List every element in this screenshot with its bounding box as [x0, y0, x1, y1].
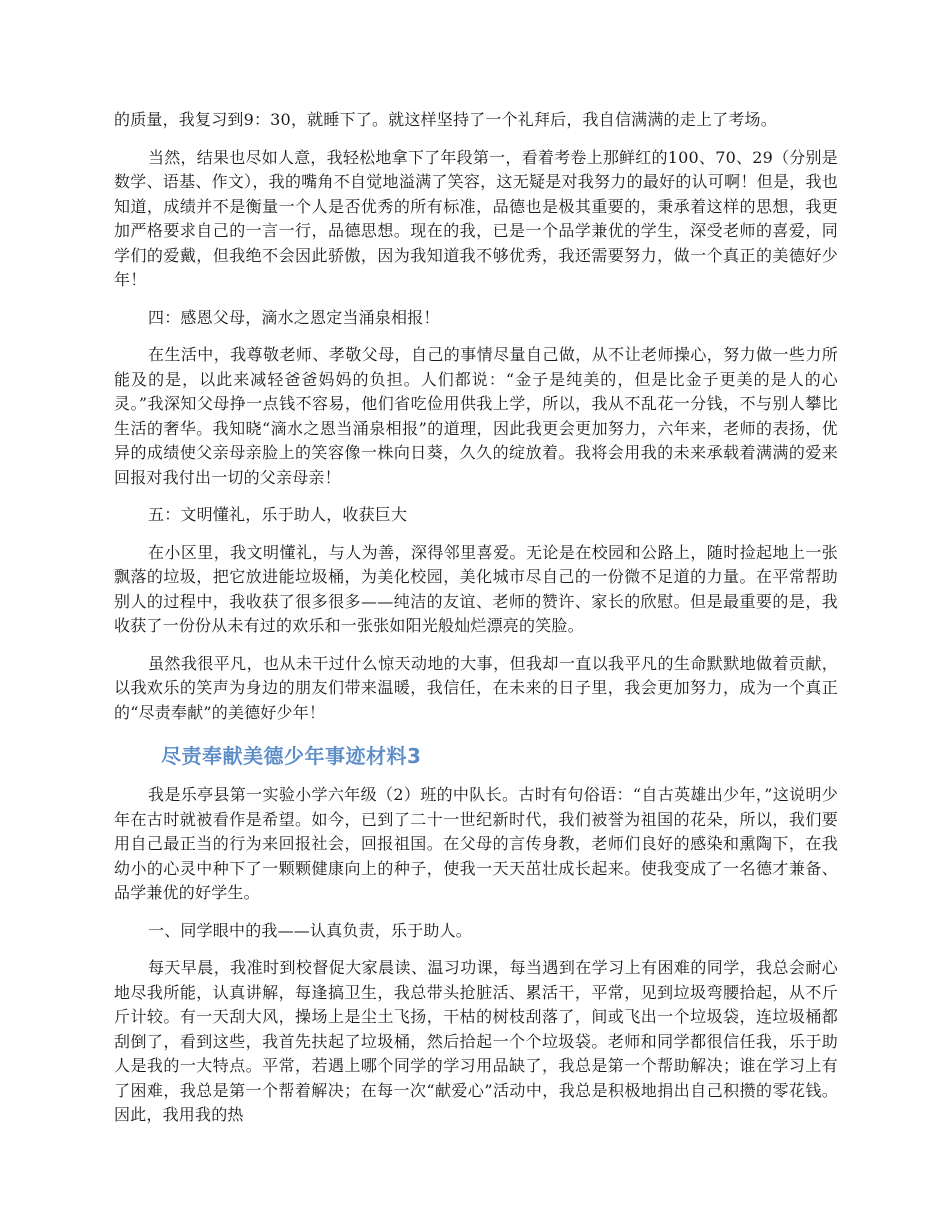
paragraph-continuation: 的质量，我复习到9：30，就睡下了。就这样坚持了一个礼拜后，我自信满满的走上了考场。	[114, 110, 777, 129]
section-heading-classmates: 一、同学眼中的我——认真负责，乐于助人。	[148, 920, 473, 940]
paragraph-exam-result: 当然，结果也尽如人意，我轻松地拿下了年段第一，看着考卷上那鲜红的100、70、29（分别是数学、语基、作文），我的嘴角不自觉地溢满了笑容，这无疑是对我努力的最好的认可啊！但是，我也知道，成绩并不是衡量一个人是否优秀的所有标准，品德也是极其重要的，秉承着这样的思想，我更加严格要求自己的一言一行，品德思想。现在的我，已是一个品学兼优的学生，深受老师的喜爱，同学们的爱戴，但我绝不会因此骄傲，因为我知道我不够优秀，我还需要努力，做一个真正的美德好少年！	[114, 147, 838, 289]
paragraph-helping-others: 每天早晨，我准时到校督促大家晨读、温习功课，每当遇到在学习上有困难的同学，我总会耐心地尽我所能，认真讲解，每逢搞卫生，我总带头抢脏活、累活干，平常，见到垃圾弯腰拾起，从不斤斤计较。有一天刮大风，操场上是尘土飞扬，干枯的树枝刮落了，间或飞出一个垃圾袋，连垃圾桶都刮倒了，看到这些，我首先扶起了垃圾桶，然后拾起一个个垃圾袋。老师和同学都很信任我，乐于助人是我的一大特点。平常，若遇上哪个同学的学习用品缺了，我总是第一个帮助解决；谁在学习上有了困难，我总是第一个帮着解决；在每一次“献爱心”活动中，我总是积极地捐出自己积攒的零花钱。因此，我用我的热	[114, 958, 838, 1124]
paragraph-gratitude: 在生活中，我尊敬老师、孝敬父母，自己的事情尽量自己做，从不让老师操心，努力做一些力所能及的是，以此来减轻爸爸妈妈的负担。人们都说：“金子是纯美的，但是比金子更美的是人的心灵。”我深知父母挣一点钱不容易，他们省吃俭用供我上学，所以，我从不乱花一分钱，不与别人攀比生活的奢华。我知晓“滴水之恩当涌泉相报”的道理，因此我更会更加努力，六年来，老师的表扬，优异的成绩使父亲母亲脸上的笑容像一株向日葵，久久的绽放着。我将会用我的未来承载着满满的爱来回报对我付出一切的父亲母亲！	[114, 345, 838, 487]
section-heading-courtesy: 五：文明懂礼，乐于助人，收获巨大	[148, 505, 408, 524]
paragraph-conclusion: 虽然我很平凡，也从未干过什么惊天动地的大事，但我却一直以我平凡的生命默默地做着贡献，以我欢乐的笑声为身边的朋友们带来温暖，我信任，在未来的日子里，我会更加努力，成为一个真正的“尽责奉献”的美德好少年！	[114, 653, 838, 722]
article-title: 尽责奉献美德少年事迹材料3	[161, 744, 422, 768]
section-heading-gratitude: 四：感恩父母，滴水之恩定当涌泉相报！	[148, 307, 440, 327]
paragraph-courtesy: 在小区里，我文明懂礼，与人为善，深得邻里喜爱。无论是在校园和公路上，随时捡起地上一张飘落的垃圾，把它放进能垃圾桶，为美化校园，美化城市尽自己的一份微不足道的力量。在平常帮助别人的过程中，我收获了很多很多——纯洁的友谊、老师的赞许、家长的欣慰。但是最重要的是，我收获了一份份从未有过的欢乐和一张张如阳光般灿烂漂亮的笑脸。	[114, 542, 838, 635]
paragraph-introduction: 我是乐亭县第一实验小学六年级（2）班的中队长。古时有句俗语：“自古英雄出少年，”这说明少年在古时就被看作是希望。如今，已到了二十一世纪新时代，我们被誉为祖国的花朵，所以，我们要用自己最正当的行为来回报社会，回报祖国。在父母的言传身教，老师们良好的感染和熏陶下，在我幼小的心灵中种下了一颗颗健康向上的种子，使我一天天茁壮成长起来。使我变成了一名德才兼备、品学兼优的好学生。	[114, 785, 838, 902]
document-body	[114, 108, 838, 1128]
